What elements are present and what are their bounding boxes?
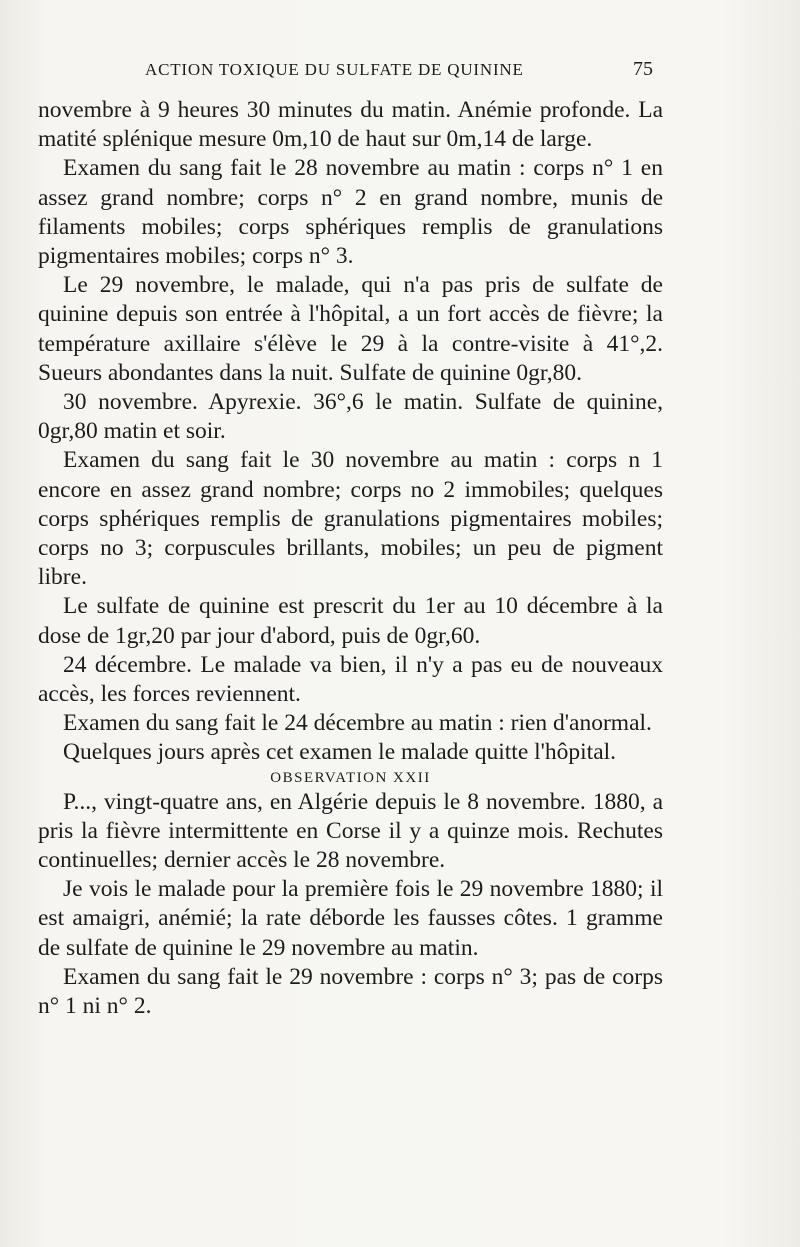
paragraph-2: Examen du sang fait le 28 novembre au matin : corps n° 1 en assez grand nombre; corps n° 2 en grand nombre, munis de filaments mobiles; corps sphériques remplis de granulations pigmentaires mobiles; corps n° 3. [38, 155, 663, 270]
paragraph-6: Le sulfate de quinine est prescrit du 1er au 10 décembre à la dose de 1gr,20 par jour d'abord, puis de 0gr,60. [38, 593, 663, 649]
paragraph-7: 24 décembre. Le malade va bien, il n'y a pas eu de nouveaux accès, les forces reviennent. [38, 651, 663, 708]
paragraph-3: Le 29 novembre, le malade, qui n'a pas pris de sulfate de quinine depuis son entrée à l'hôpital, a un fort accès de fièvre; la température axillaire s'élève le 29 à la contre-visite à 41°,2. Sueurs abondantes dans la nuit. Sulfate de quinine 0gr,80. [38, 272, 663, 386]
observation-paragraph-2: Je vois le malade pour la première fois le 29 novembre 1880; il est amaigri, anémié; la rate déborde les fausses côtes. 1 gramme de sulfate de quinine le 29 novembre au matin. [38, 876, 663, 961]
paragraph-4: 30 novembre. Apyrexie. 36°,6 le matin. Sulfate de quinine, 0gr,80 matin et soir. [38, 389, 663, 445]
paragraph-5: Examen du sang fait le 30 novembre au matin : corps n 1 encore en assez grand nombre; corps no 2 immobiles; quelques corps sphériques remplis de granulations pigmentaires mobiles; corps no 3; corpuscules brillants, mobiles; un peu de pigment libre. [38, 447, 663, 591]
observation-title: OBSERVATION XXII [270, 769, 431, 786]
running-title: ACTION TOXIQUE DU SULFATE DE QUININE [145, 60, 524, 79]
page-number: 75 [633, 58, 653, 80]
paragraph-8: Examen du sang fait le 24 décembre au matin : rien d'anormal. [63, 710, 652, 737]
paragraph-9: Quelques jours après cet examen le malade quitte l'hôpital. [63, 739, 617, 766]
observation-paragraph-1: P..., vingt-quatre ans, en Algérie depuis le 8 novembre. 1880, a pris la fièvre intermittente en Corse il y a quinze mois. Rechutes continuelles; dernier accès le 28 novembre. [38, 788, 663, 874]
body-text [38, 96, 663, 1021]
paragraph-1: novembre à 9 heures 30 minutes du matin. Anémie profonde. La matité splénique mesure 0m,10 de haut sur 0m,14 de large. [38, 97, 663, 153]
observation-paragraph-3: Examen du sang fait le 29 novembre : corps n° 3; pas de corps n° 1 ni n° 2. [38, 963, 663, 1020]
